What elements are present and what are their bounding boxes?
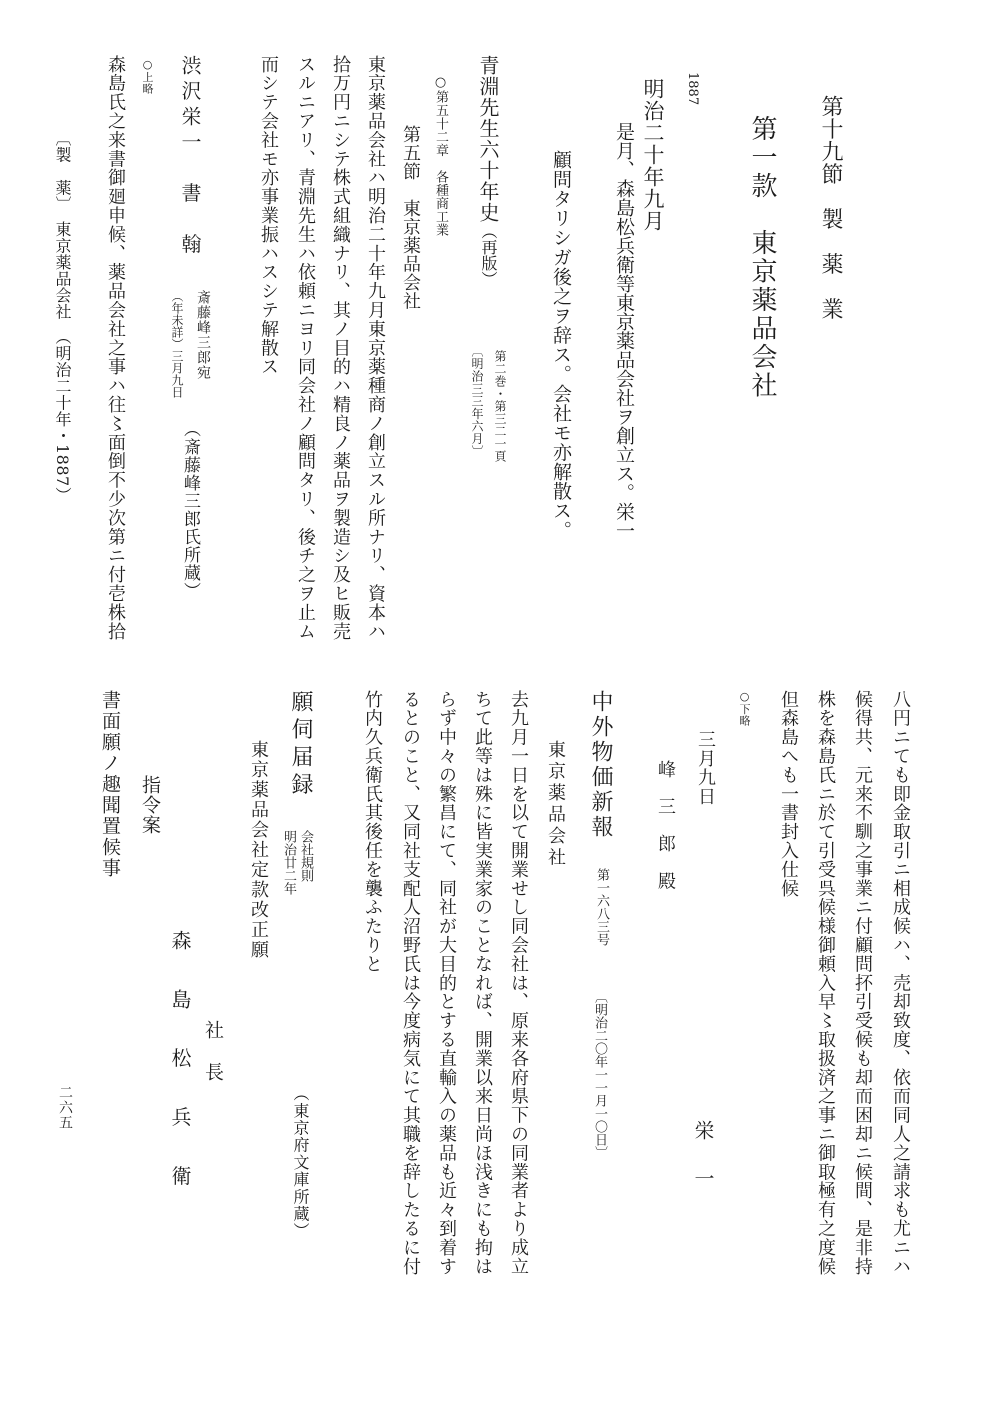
letter-title: 渋沢栄一 書 翰 xyxy=(178,55,202,259)
signatory-title: 社 長 xyxy=(202,1020,224,1083)
letter-body-line: 森島氏之来書御廻申候、薬品会社之事ハ往〻面倒不少次第ニ付壱株拾 xyxy=(105,55,126,641)
letter-omission-before: ○上略 xyxy=(141,58,154,95)
entry-summary-line: 是月、森島松兵衛等東京薬品会社ヲ創立ス。栄一 xyxy=(613,122,635,540)
newspaper-body-line: 竹内久兵衛氏其後任を襲ふたりと xyxy=(362,690,383,974)
letter-body-line: 但森島へも一書封入仕候 xyxy=(778,690,799,898)
archive-title: 願伺届録 xyxy=(288,690,313,800)
running-footer: 〔製 薬〕 東京薬品会社 （明治二十年・1887） xyxy=(53,130,72,504)
page-number: 二六五 xyxy=(57,1085,73,1130)
letter-recipient: 峰 三 郎 殿 xyxy=(655,760,676,891)
newspaper-issue: 第一六八三号 xyxy=(594,868,609,946)
letter-body-line: 八円ニても即金取引ニ相成候ハ、売却致度、依而同人之請求も尤ニハ xyxy=(890,690,911,1276)
history-citation-volume: 第二巻・第三二一頁 xyxy=(493,350,507,463)
history-edition: （再版） xyxy=(479,223,498,287)
entry-year-western: 1887 xyxy=(685,72,700,106)
directive-label: 指令案 xyxy=(139,775,161,835)
archive-holder: （東京府文庫所蔵） xyxy=(291,1085,310,1240)
newspaper-body-line: るとのこと、又同社支配人沼野氏は今度病気にて其職を辞したるに付 xyxy=(400,690,421,1276)
archive-category: 会社規則 xyxy=(298,830,313,882)
letter-holder: （斎藤峰三郎氏所蔵） xyxy=(180,420,200,600)
archive-year: 明治廿二年 xyxy=(281,830,296,895)
newspaper-issue-date: 〔明治二〇年一一月一〇日〕 xyxy=(592,990,607,1159)
newspaper-headline: 東京薬品会社 xyxy=(545,740,566,869)
entry-date: 明治二十年九月 xyxy=(641,78,665,232)
letter-addressee: 斎藤峰三郎宛 xyxy=(195,290,211,380)
entry-summary-line: 顧問タリシガ後之ヲ辞ス。会社モ亦解散ス。 xyxy=(550,150,572,540)
history-body-line: スルニアリ、青淵先生ハ依頼ニヨリ同会社ノ顧問タリ、後チ之ヲ止ム xyxy=(295,55,316,641)
letter-date: 三月九日 xyxy=(695,730,716,806)
letter-body-line: 候得共、元来不馴之事業ニ付顧問抔引受候も却而困却ニ候間、是非持 xyxy=(852,690,873,1276)
history-section: 第五節 東京薬品会社 xyxy=(400,125,421,310)
newspaper-body-line: 去九月一日を以て開業せし同会社は、原来各府県下の同業者より成立 xyxy=(508,690,529,1276)
history-citation-date: 〔明治三三年六月〕 xyxy=(470,345,484,458)
section-heading: 第十九節 製 薬 業 xyxy=(818,95,843,320)
newspaper-body-line: らず中々の繁昌にて、同社が大目的とする直輸入の薬品も近々到着す xyxy=(436,690,457,1276)
newspaper-body-line: ちて此等は殊に皆実業家のことなれば、開業以来日尚ほ浅きにも拘は xyxy=(472,690,493,1276)
history-body-line: 而シテ会社モ亦事業振ハスシテ解散ス xyxy=(258,55,279,377)
letter-signature: 栄 一 xyxy=(691,1120,715,1192)
history-title-text: 青淵先生六十年史 xyxy=(476,55,500,223)
letter-body-line: 株を森島氏ニ於て引受呉候様御頼入早〻取扱済之事ニ御取極有之度候 xyxy=(815,690,836,1276)
petition-title: 東京薬品会社定款改正願 xyxy=(248,740,269,960)
source-history-title xyxy=(478,55,498,287)
letter-date-note: （年未詳）三月九日 xyxy=(170,290,184,398)
letter-omission-after: ○下略 xyxy=(738,690,751,727)
history-body-line: 拾万円ニシテ株式組織ナリ、其ノ目的ハ精良ノ薬品ヲ製造シ及ヒ販売 xyxy=(330,55,351,641)
history-body-line: 東京薬品会社ハ明治二十年九月東京薬種商ノ創立スル所ナリ、資本ハ xyxy=(365,55,386,641)
signatory-name: 森 島 松 兵 衛 xyxy=(168,930,192,1195)
directive-text: 書面願ノ趣聞置候事 xyxy=(99,690,121,879)
history-chapter: ○第五十二章 各種商工業 xyxy=(433,75,448,237)
newspaper-title: 中外物価新報 xyxy=(588,690,613,840)
subsection-heading: 第一款 東京薬品会社 xyxy=(747,115,777,400)
